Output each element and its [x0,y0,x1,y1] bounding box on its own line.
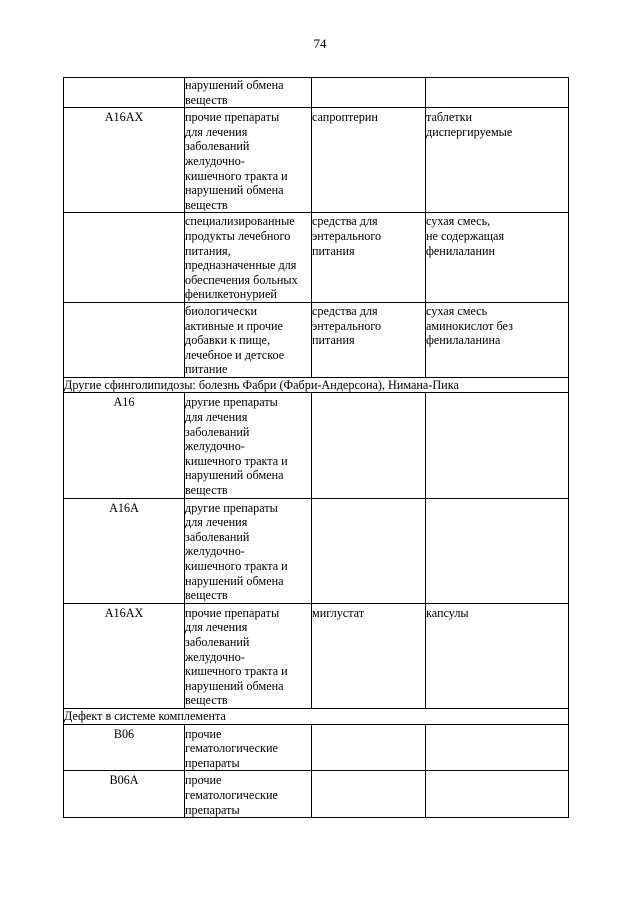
inn-cell [312,724,426,771]
table-row [64,78,569,108]
drug-table [63,77,569,818]
form-cell: сухая смесь, не содержащая фенилаланин [426,213,569,303]
inn-cell [312,78,426,108]
form-cell [426,393,569,498]
inn-cell: миглустат [312,603,426,708]
group-cell: прочие препараты для лечения заболеваний желудочно- кишечного тракта и нарушений обмена веществ [185,108,312,213]
section-title: Другие сфинголипидозы: болезнь Фабри (Фабри-Андерсона), Нимана-Пика [64,377,569,393]
section-title: Дефект в системе комплемента [64,708,569,724]
group-cell: другие препараты для лечения заболеваний желудочно- кишечного тракта и нарушений обмена веществ [185,498,312,603]
inn-cell [312,771,426,818]
table-row [64,108,569,213]
table-row [64,213,569,303]
group-cell: прочие препараты для лечения заболеваний желудочно- кишечного тракта и нарушений обмена веществ [185,603,312,708]
group-cell: прочие гематологические препараты [185,724,312,771]
group-cell: нарушений обмена веществ [185,78,312,108]
inn-cell: средства для энтерального питания [312,302,426,377]
table-row [64,302,569,377]
table-row [64,771,569,818]
table-row [64,498,569,603]
group-cell: прочие гематологические препараты [185,771,312,818]
form-cell [426,498,569,603]
table-row [64,724,569,771]
group-cell: специализированные продукты лечебного питания, предназначенные для обеспечения больных фенилкетонурией [185,213,312,303]
table-row [64,603,569,708]
code-cell [64,302,185,377]
group-cell: биологически активные и прочие добавки к пище, лечебное и детское питание [185,302,312,377]
page-number: 74 [313,36,327,51]
code-cell [64,213,185,303]
code-cell [64,78,185,108]
form-cell [426,78,569,108]
code-cell: A16A [64,498,185,603]
inn-cell [312,393,426,498]
code-cell: A16AX [64,108,185,213]
code-cell: A16AX [64,603,185,708]
section-row [64,377,569,393]
form-cell: капсулы [426,603,569,708]
form-cell [426,724,569,771]
table-row [64,393,569,498]
form-cell: сухая смесь аминокислот без фенилаланина [426,302,569,377]
code-cell: A16 [64,393,185,498]
form-cell [426,771,569,818]
inn-cell: средства для энтерального питания [312,213,426,303]
inn-cell [312,498,426,603]
code-cell: B06 [64,724,185,771]
form-cell: таблетки диспергируемые [426,108,569,213]
group-cell: другие препараты для лечения заболеваний желудочно- кишечного тракта и нарушений обмена веществ [185,393,312,498]
code-cell: B06A [64,771,185,818]
section-row [64,708,569,724]
inn-cell: сапроптерин [312,108,426,213]
